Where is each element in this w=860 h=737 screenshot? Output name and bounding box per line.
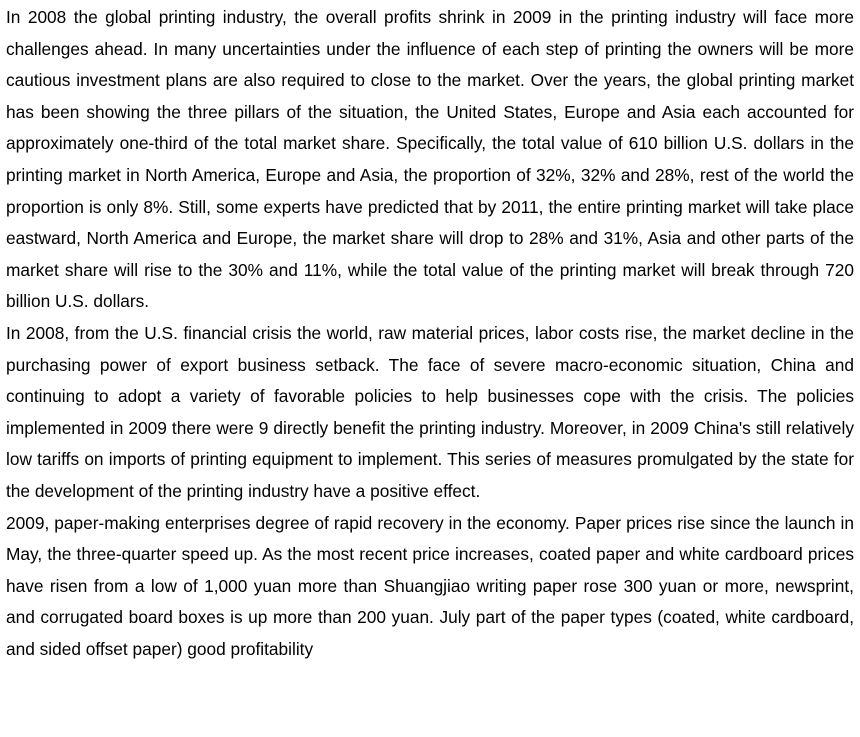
paragraph-paper-prices: 2009, paper-making enterprises degree of rapid recovery in the economy. Paper prices rise since the launch in May, the three-quarter speed up. As the most recent price increases, coated paper and white cardboard prices have risen from a low of 1,000 yuan more than Shuangjiao writing paper rose 300 yuan or more, newsprint, and corrugated board boxes is up more than 200 yuan. July part of the paper types (coated, white cardboard, and sided offset paper) good profitability — [6, 512, 854, 659]
paragraph-financial-crisis: In 2008, from the U.S. financial crisis the world, raw material prices, labor costs rise, the market decline in the purchasing power of export business setback. The face of severe macro-economic situation, China and continuing to adopt a variety of favorable policies to help businesses cope with the crisis. The policies implemented in 2009 there were 9 directly benefit the printing industry. Moreover, in 2009 China's still relatively low tariffs on imports of printing equipment to implement. This series of measures promulgated by the state for the development of the printing industry have a positive effect. — [6, 322, 854, 501]
paragraph-printing-market: In 2008 the global printing industry, the overall profits shrink in 2009 in the printing industry will face more challenges ahead. In many uncertainties under the influence of each step of printing the owners will be more cautious investment plans are also required to close to the market. Over the years, the global printing market has been showing the three pillars of the situation, the United States, Europe and Asia each accounted for approximately one-third of the total market share. Specifically, the total value of 610 billion U.S. dollars in the printing market in North America, Europe and Asia, the proportion of 32%, 32% and 28%, rest of the world the proportion is only 8%. Still, some experts have predicted that by 2011, the entire printing market will take place eastward, North America and Europe, the market share will drop to 28% and 31%, Asia and other parts of the market share will rise to the 30% and 11%, while the total value of the printing market will break through 720 billion U.S. dollars. — [6, 7, 854, 312]
